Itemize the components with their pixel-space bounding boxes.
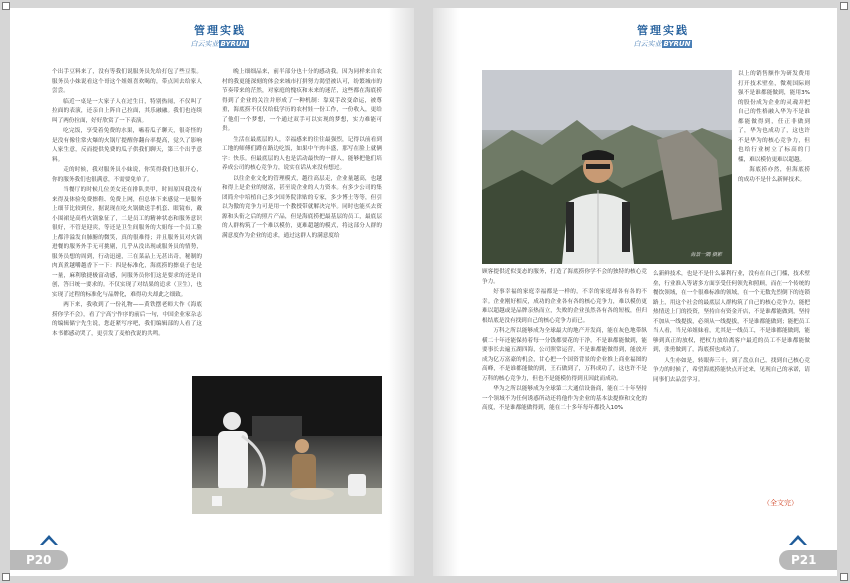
header-subtitle: 白云实业 BYRUN (190, 40, 248, 48)
paragraph: 以往企业文化的管理模式，越往高层走，企业量越高，也越和得上是企业的财富，甚至说企业的人力资本。有多少公司的集团简介中培植自己多少国务院津贴的专家，多少博士等等，但引以为傲的竞争力可是用一个教授带就解决完毕。同时也能买去资源和头衔之后的照片产品，但是海底捞把最基层的员工，最底层的人群构筑了一个难以模仿，更难超越的模式，将这部分人群的满意度作为企业的追求，通过这群人的满意度给 (222, 175, 382, 239)
company-logo-icon (38, 533, 60, 547)
paragraph: 走的时候，我对服务员小妹说，你笑得我们也很开心，你的服务我们也很满意，不需要免单了。 (52, 167, 202, 183)
paragraph: 生活在最底层的人，幸福感来的往往最强烈，记得以前看到工地的师傅们蹲在路边吃饭，如果中午肉丰盛，那写在脸上就俩字：快乐。但最底层的人也是活动最快的一群人，能够把他们培养成公司的核心竞争力，说实在话从来没有想过。 (222, 136, 382, 171)
paragraph: 晚上细细品来，前半部分也十分的感动我。因为同样来自农村的我更能深刻的体会来城市打拼努力渴望被认可，纷繁城市的节奏带来的茫然，对家庭的愧疚和未来的迷茫，这些都在海底捞得到了企业的关注并形成了一种机制：靠双手改变命运，被尊重，海底捞不仅仅给低学历的农村娃一份工作，一份收入，更给了他们一个梦想，一个通过双手可以实现的梦想，实力难能可贵。 (222, 69, 382, 132)
header-title: 管理实践 (637, 24, 689, 37)
page-number: P20 (10, 550, 68, 570)
header-title: 管理实践 (194, 24, 246, 37)
paragraph: 以上的销售额作为研发费用打开技术壁垒，微观国际则强不是谁都能做到，能用3%的股份成为企业的灵魂并把自己的性格融入华为不是谁都能做得到，任正非做到了，华为也成功了，这也许不是华为的核心竞争力，但也给行业树立了标高的门槛，难以模仿更难以超越。 (738, 71, 810, 163)
brand-badge: BYRUN (663, 40, 691, 48)
header-subtitle: 白云实业 BYRUN (633, 40, 691, 48)
crop-mark-bottom-left (2, 573, 10, 581)
paragraph: 海底捞亦然，但海底捞的成功不是什么新鲜技术。 (738, 167, 810, 183)
paragraph: 好事幸福的家庭幸福都是一样的，不幸的家庭却各有各的不幸。企业刚好相反，成功的企业各有各的核心竞争力，难以模仿更难以超越或是品牌亲热而立，失败的企业虽然各有各的短板，但归根结底是没有找到自己的核心竞争力而已。 (482, 289, 647, 324)
right-page (433, 8, 837, 576)
brand-badge: BYRUN (220, 40, 248, 48)
mountain-portrait-illustration (482, 70, 732, 264)
paragraph: 么新鲜技术，也是不是什么暴利行业，没有在自己门槛，技术壁垒，行业准入等诸多方面享受任何领先和照顾，而在一个传统的餐饮领域，在一个很难标准的领域，在一个无数先烈倒下的连锁路上，用这个社会的最底层人群构筑了自己的核心竞争力，能把热情送上门的投资，坚持自有资金开店，不是谁都能做到，坚持不加从一线提拔，必须从一线提拔，不是谁都能做到；能把员工当人看，当兄弟姐妹看，尤其是一线员工，不是谁都能做到，能够到真正的放权，把权力放给离客户最近的员工不是谁都能做到，张勇做到了，海底捞也成功了。 (653, 271, 810, 353)
restaurant-scene-illustration (192, 376, 382, 514)
paragraph: 两下来，我收到了一份礼物——黄铁摆老师大作《海底捞你学不会》，看了宁高宁作序的前后一句，中国企业家杂志的编辑储宁先生说，您赶紧写序吧，我们编辑部的人看了这本书都感动哭了，更引发了麦柏孜说的共鸣。 (52, 302, 202, 337)
text-column-2 (222, 68, 382, 368)
end-of-article-mark: （全文完） (763, 499, 798, 507)
page-header (603, 22, 723, 49)
crop-mark-top-right (840, 2, 848, 10)
paragraph: 临近一桌是一大家子人在过生日，特别热闹，不仅叫了拉面的表演，还亲自上阵自己拉面，其乐融融。我们也连续叫了两份拉面，好好欣赏了一下表演。 (52, 98, 202, 124)
photo-caption: 海景一隅 摄影 (690, 252, 722, 258)
paragraph: 吃完饭，享受着免费的水果，嗑着瓜子聊天，很奇怪的是没有像往常火爆的火锅厅提醒你翻台率提高，觉久了影响人家生意，反而提供免费的瓜子供我们聊天，第三个出乎意料。 (52, 128, 202, 163)
text-column-bottom (653, 270, 810, 485)
page-header (160, 22, 280, 49)
paragraph: 万科之所以能够成为全球最大的地产开发商，能在灰色地带纵横二十年还能保持着每一分钱都要花的干净，不是谁都能做到，能要事长去遍五湖四海，公司照常运营，不是谁都能做得到，能放开成为亿万富豪的机会，甘心把一个国资背景的企业推上商业福图的高峰，不是谁都能做的到，王石做到了，万科成功了，这也许不是万科的核心竞争力，但也不是能模仿得到且因此而成功。 (482, 328, 647, 382)
paragraph: 个出手豆料来了，没有等我们说服务员先给打包了些豆浆。服务员小妹说看这个哥这个姐姐喜欢喝的，带点回去给家人尝尝。 (52, 69, 202, 94)
crop-mark-top-left (2, 2, 10, 10)
gutter-shadow (388, 8, 414, 576)
restaurant-photo (192, 376, 382, 514)
paragraph: 华为之所以能够成为全球第二大通信设备商，能在二十年坚持一个领域不为任何诱惑所动还将他作为企业的基本法提修和文化的高度，不是谁都能做得到，能在二十多年每年都投入10% (482, 386, 647, 411)
left-page (10, 8, 414, 576)
paragraph: 人生亦如是，转眼奔三十，到了盘点自己，找到自己核心竞争力的时候了，希望海底捞能快点开过来，见现自己的承诺，请同事们去品尝学习。 (653, 357, 810, 383)
paragraph: 顾客提供近似变态的服务，打造了海底捞你学不会的独特的核心竞争力。 (482, 269, 647, 285)
text-column-1 (52, 68, 202, 528)
company-logo-icon (787, 533, 809, 547)
crop-mark-bottom-right (840, 573, 848, 581)
gutter-shadow (433, 8, 459, 576)
page-number: P21 (779, 550, 837, 570)
paragraph: 当餐厅的时候几位美女还在排队美甲，时间原因我没有来得及体验免费擦鞋、免费上网，但总体下来感觉一是服务上细节比较到位，据说现在吃火锅做送手机套、眼镜布，戴小围裙是高档火锅象征了，二是员工的精神状态和服务意识很好，不管是迎宾，等还是卫生间服务的大姐每一个员工脸上都洋溢发自肺腑的微笑，真的很难得；并且服务员对火锅进餐的服务外手无可挑剔，几乎从没出现或服务员的情势，服务员想的周到，行动迅速，三在菜品上无甚出奇，秘制的肉真煮越嚼越香下一下：四是标准化，海底捞的擦桌子也是一量，麻利敏捷极富动感，问服务员你们这是要求的还是自创，答曰统一要求的。不仅实现了对结果的追求（卫生），也实现了过程的标准化与品牌化，难得功夫却此之细致。 (52, 187, 202, 298)
author-photo (482, 70, 732, 264)
text-column-main (482, 268, 647, 528)
